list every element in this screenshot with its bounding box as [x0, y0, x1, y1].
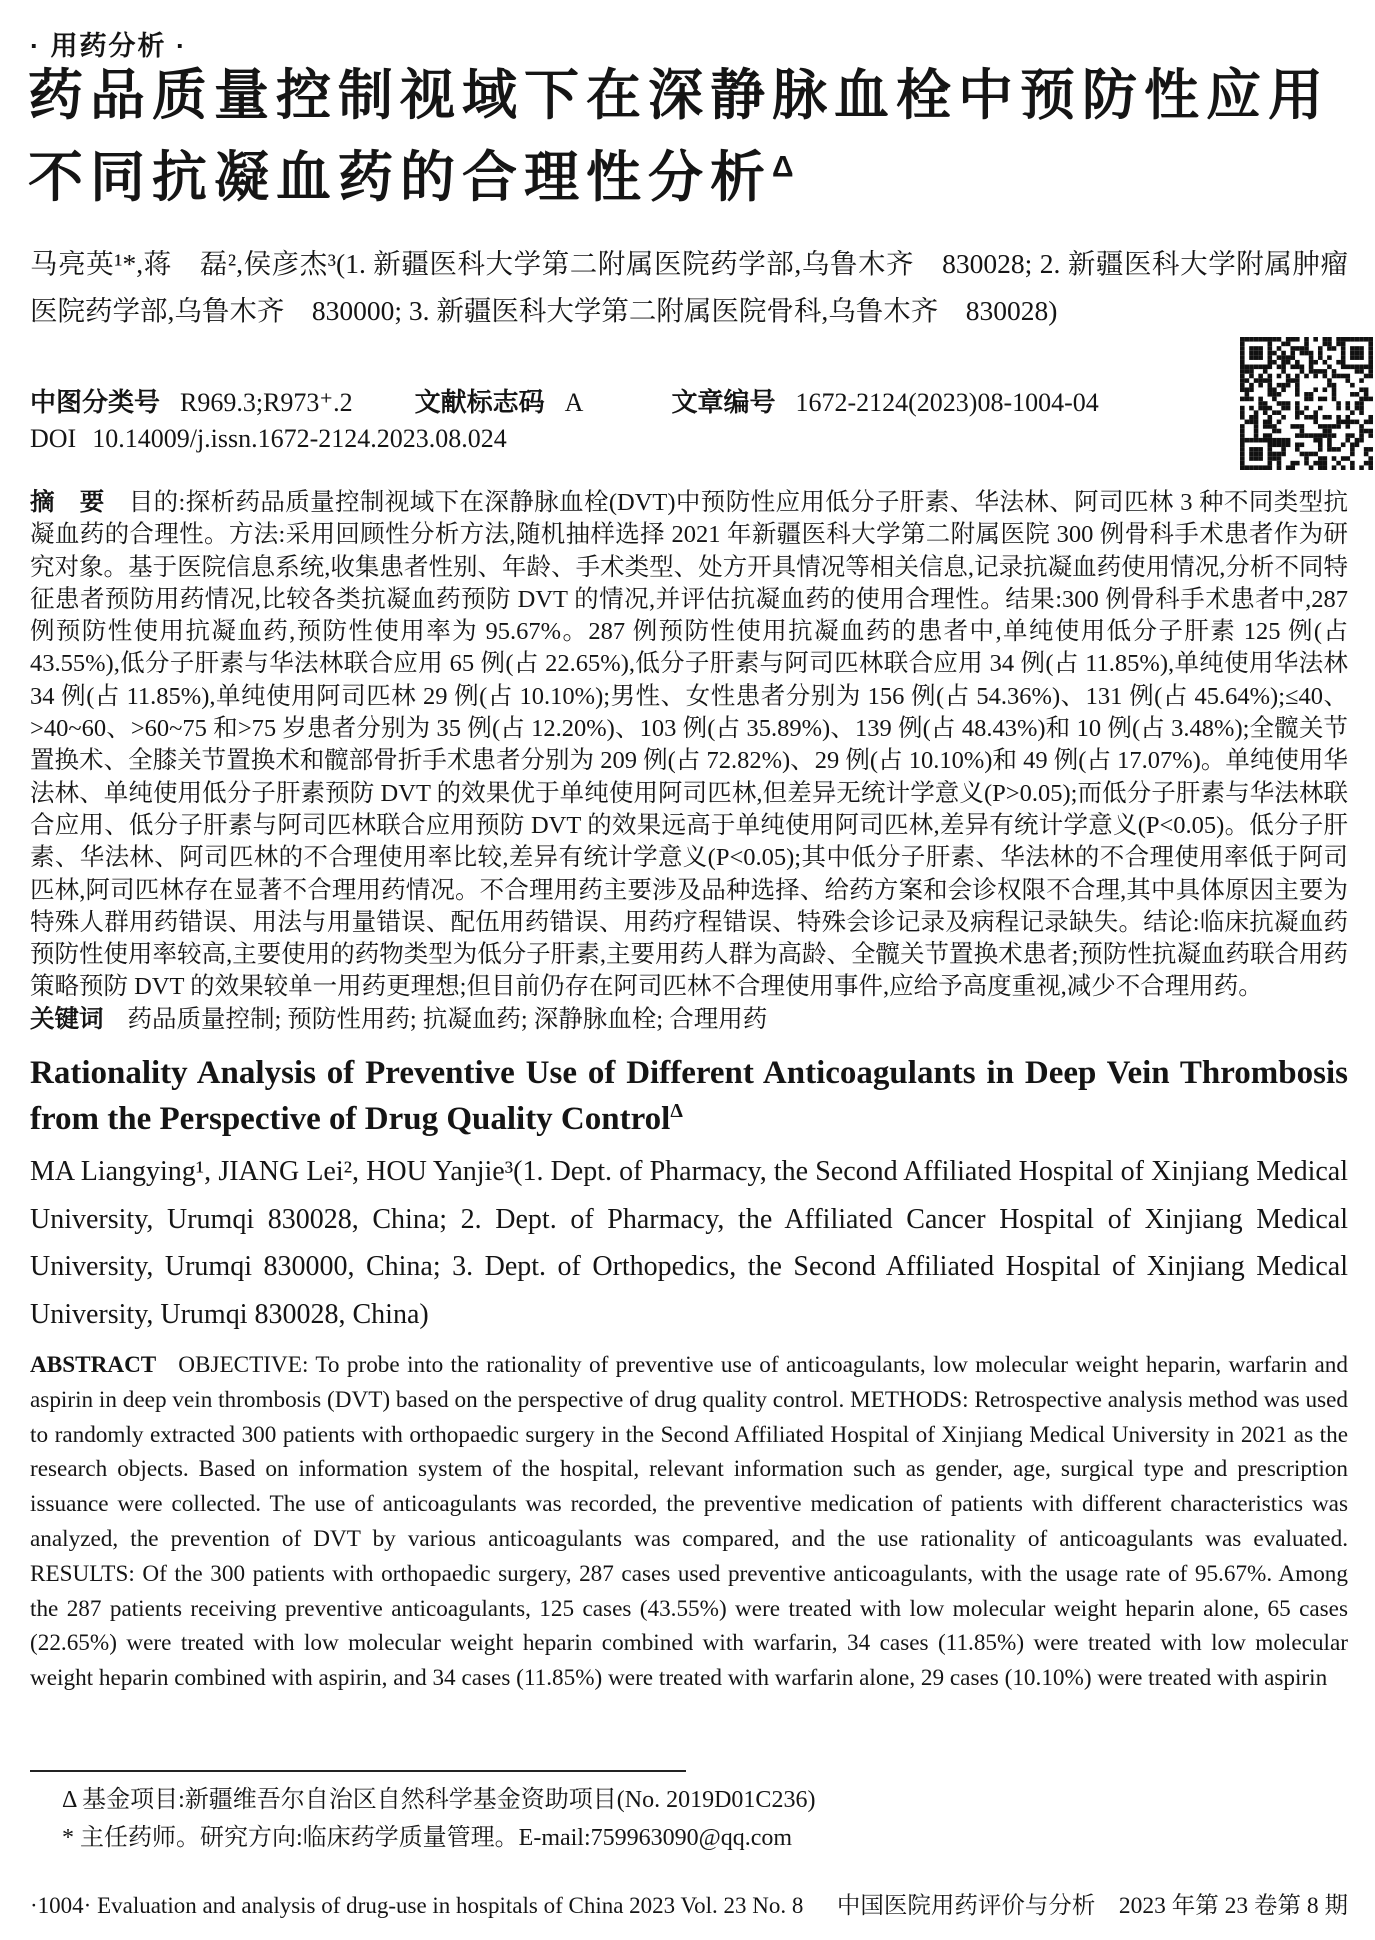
keywords-body: 药品质量控制; 预防性用药; 抗凝血药; 深静脉血栓; 合理用药: [127, 1006, 768, 1033]
article-title-en: [30, 1050, 1348, 1142]
article-number-label: 文章编号: [671, 387, 776, 417]
footnote-author-note: * 主任药师。研究方向:临床药学质量管理。E-mail:759963090@qq.com: [62, 1824, 793, 1851]
doi-value: 10.14009/j.issn.1672-2124.2023.08.024: [92, 424, 507, 453]
keywords-label: 关键词: [30, 1006, 104, 1033]
footnote-fund-project: Δ 基金项目:新疆维吾尔自治区自然科学基金资助项目(No. 2019D01C236): [62, 1787, 816, 1813]
clc-number-label: 中图分类号: [30, 387, 161, 417]
page-footer: [30, 1886, 1348, 1920]
abstract-cn-label: 摘 要: [30, 489, 105, 516]
article-title-cn-text: 药品质量控制视域下在深静脉血栓中预防性应用不同抗凝血药的合理性分析: [28, 64, 1331, 208]
doi-label: DOI: [30, 424, 77, 453]
abstract-en-body: OBJECTIVE: To probe into the rationality of preventive use of anticoagulants, low molecular weight heparin, warfarin and aspirin in deep vein thrombosis (DVT) based on the perspective of drug quality control. METHODS: Retrospective analysis method was used to randomly extracted 300 patients with orthopaedic surgery in the Second Affiliated Hospital of Xinjiang Medical University in 2021 as the research objects. Based on information system of the hospital, relevant information such as gender, age, surgical type and prescription issuance were collected. The use of anticoagulants was recorded, the preventive medication of patients with different characteristics was analyzed, the prevention of DVT by various anticoagulants was compared, and the use rationality of anticoagulants was evaluated. RESULTS: Of the 300 patients with orthopaedic surgery, 287 cases used preventive anticoagulants, with the usage rate of 95.67%. Among the 287 patients receiving preventive anticoagulants, 125 cases (43.55%) were treated with low molecular weight heparin alone, 65 cases (22.65%) were treated with low molecular weight heparin combined with warfarin, 34 cases (11.85%) were treated with low molecular weight heparin combined with aspirin, and 34 cases (11.85%) were treated with warfarin alone, 29 cases (10.10%) were treated with aspirin: [30, 1352, 1348, 1692]
article-title-cn: [28, 54, 1358, 218]
qr-code: [1240, 337, 1373, 470]
footer-journal-cn: 中国医院用药评价与分析 2023 年第 23 卷第 8 期: [836, 1893, 1348, 1919]
article-title-en-text: Rationality Analysis of Preventive Use of Different Anticoagulants in Deep Vein Thrombosis from the Perspective of Drug Quality Control: [30, 1055, 1348, 1137]
abstract-en-label: ABSTRACT: [30, 1352, 157, 1378]
document-code-value: A: [564, 388, 584, 417]
authors-affiliations-cn: 马亮英¹*,蒋 磊²,侯彦杰³(1. 新疆医科大学第二附属医院药学部,乌鲁木齐 830028; 2. 新疆医科大学附属肿瘤医院药学部,乌鲁木齐 830000; 3. 新疆医科大学第二附属医院骨科,乌鲁木齐 830028): [30, 248, 1348, 326]
document-code-label: 文献标志码: [414, 387, 545, 417]
abstract-en: [30, 1348, 1348, 1696]
clc-number-value: R969.3;R973⁺.2: [180, 388, 353, 417]
article-number-value: 1672-2124(2023)08-1004-04: [795, 388, 1099, 417]
column-section-label: · 用药分析 ·: [30, 31, 187, 61]
footnotes: [62, 1782, 1342, 1857]
article-meta-row: [30, 382, 1230, 419]
doi-row: [30, 424, 507, 454]
footnote-divider: [30, 1770, 686, 1772]
keywords-row: [30, 1004, 1348, 1036]
authors-affiliations-en: MA Liangying¹, JIANG Lei², HOU Yanjie³(1. Dept. of Pharmacy, the Second Affiliated Hospital of Xinjiang Medical University, Urumqi 830028, China; 2. Dept. of Pharmacy, the Affiliated Cancer Hospital of Xinjiang Medical University, Urumqi 830000, China; 3. Dept. of Orthopedics, the Second Affiliated Hospital of Xinjiang Medical University, Urumqi 830028, China): [30, 1156, 1348, 1330]
footer-journal-en: ·1004· Evaluation and analysis of drug-use in hospitals of China 2023 Vol. 23 No. 8: [30, 1893, 804, 1918]
abstract-cn: [30, 487, 1348, 1004]
title-superscript-delta: Δ: [772, 150, 794, 184]
title-en-superscript-delta: Δ: [670, 1100, 683, 1122]
abstract-cn-body: 目的:探析药品质量控制视域下在深静脉血栓(DVT)中预防性应用低分子肝素、华法林、阿司匹林 3 种不同类型抗凝血药的合理性。方法:采用回顾性分析方法,随机抽样选择 2021 年新疆医科大学第二附属医院 300 例骨科手术患者作为研究对象。基于医院信息系统,收集患者性别、年龄、手术类型、处方开具情况等相关信息,记录抗凝血药使用情况,分析不同特征患者预防用药情况,比较各类抗凝血药预防 DVT 的情况,并评估抗凝血药的使用合理性。结果:300 例骨科手术患者中,287 例预防性使用抗凝血药,预防性使用率为 95.67%。287 例预防性使用抗凝血药的患者中,单纯使用低分子肝素 125 例(占 43.55%),低分子肝素与华法林联合应用 65 例(占 22.65%),低分子肝素与阿司匹林联合应用 34 例(占 11.85%),单纯使用华法林 34 例(占 11.85%),单纯使用阿司匹林 29 例(占 10.10%);男性、女性患者分别为 156 例(占 54.36%)、131 例(占 45.64%);≤40、>40~60、>60~75 和>75 岁患者分别为 35 例(占 12.20%)、103 例(占 35.89%)、139 例(占 48.43%)和 10 例(占 3.48%);全髋关节置换术、全膝关节置换术和髋部骨折手术患者分别为 209 例(占 72.82%)、29 例(占 10.10%)和 49 例(占 17.07%)。单纯使用华法林、单纯使用低分子肝素预防 DVT 的效果优于单纯使用阿司匹林,但差异无统计学意义(P>0.05);而低分子肝素与华法林联合应用、低分子肝素与阿司匹林联合应用预防 DVT 的效果远高于单纯使用阿司匹林,差异有统计学意义(P<0.05)。低分子肝素、华法林、阿司匹林的不合理使用率比较,差异有统计学意义(P<0.05);其中低分子肝素、华法林的不合理使用率低于阿司匹林,阿司匹林存在显著不合理用药情况。不合理用药主要涉及品种选择、给药方案和会诊权限不合理,其中具体原因主要为特殊人群用药错误、用法与用量错误、配伍用药错误、用药疗程错误、特殊会诊记录及病程记录缺失。结论:临床抗凝血药预防性使用率较高,主要使用的药物类型为低分子肝素,主要用药人群为高龄、全髋关节置换术患者;预防性抗凝血药联合用药策略预防 DVT 的效果较单一用药更理想;但目前仍存在阿司匹林不合理使用事件,应给予高度重视,减少不合理用药。: [30, 489, 1348, 1001]
